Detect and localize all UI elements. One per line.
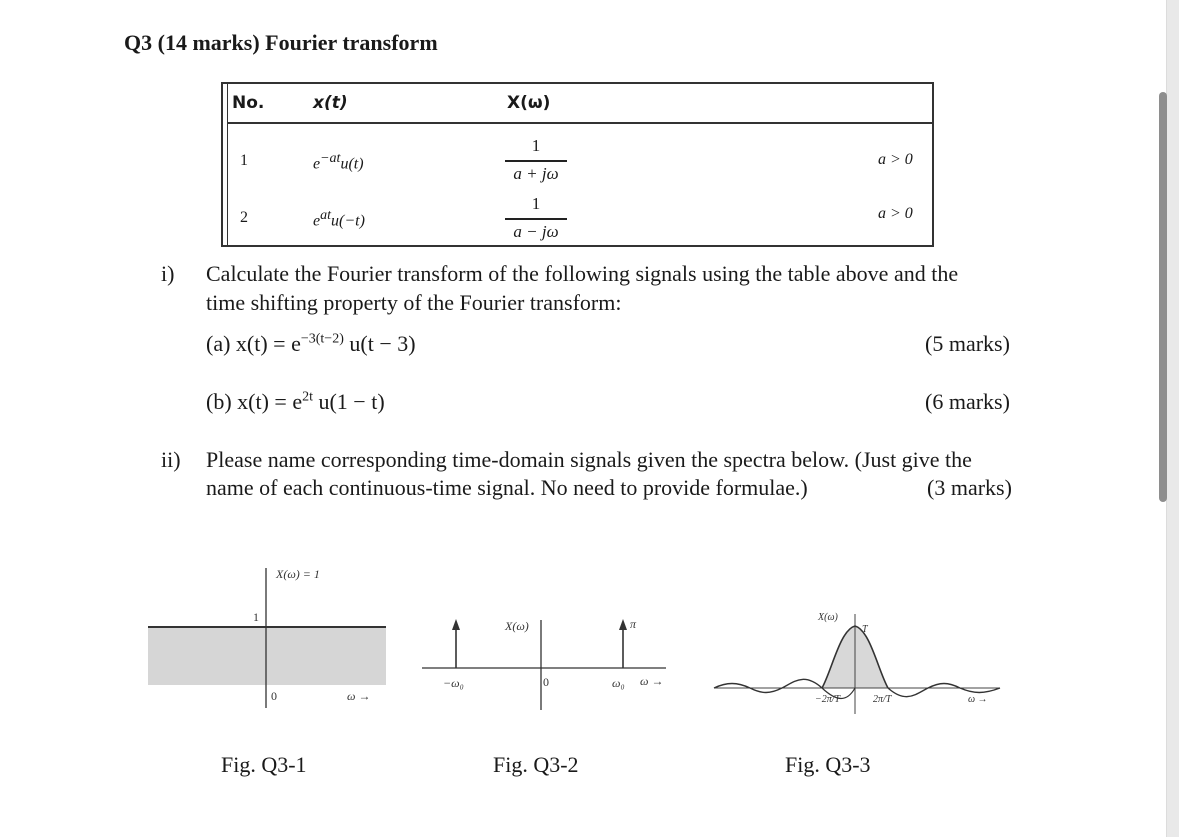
fig3-axis: ω → [968, 694, 988, 705]
question-title: Q3 (14 marks) Fourier transform [124, 30, 438, 55]
header-X: X(ω) [507, 93, 551, 113]
fig-q3-1-caption: Fig. Q3-1 [221, 752, 307, 777]
header-x: x(t) [313, 93, 348, 113]
fig2-pi: π [630, 617, 637, 631]
part-ii-line2: name of each continuous-time signal. No need to provide formulae.) [206, 475, 808, 500]
part-a-marks: (5 marks) [925, 331, 1010, 356]
fig1-ylabel: X(ω) = 1 [276, 567, 320, 581]
part-a-equation: (a) $x(t) = e^{-3(t-2)}$ u(t − 3) [206, 331, 416, 356]
row1-X: 1 a + jω [505, 136, 567, 184]
part-i-label: i) [161, 261, 175, 286]
row2-no: 2 [240, 209, 248, 226]
row2-x: $e^{at}u(-t)$ [313, 208, 365, 230]
fig1-level: 1 [253, 610, 259, 624]
part-ii-marks: (3 marks) [927, 475, 1012, 500]
row1-condition: a > 0 [878, 151, 913, 168]
header-no: No. [232, 93, 265, 113]
fig2-axis: ω → [640, 674, 664, 688]
fig-q3-2-caption: Fig. Q3-2 [493, 752, 579, 777]
fig2-pos-omega: ω₀ [612, 676, 625, 690]
row2-condition: a > 0 [878, 205, 913, 222]
fig3-peak: T [862, 624, 868, 635]
fig2-origin: 0 [543, 675, 549, 689]
row1-no: 1 [240, 152, 248, 169]
page-edge [1166, 0, 1179, 837]
part-ii-line1: Please name corresponding time-domain signals given the spectra below. (Just give the [206, 447, 972, 472]
fig-q3-3-caption: Fig. Q3-3 [785, 752, 871, 777]
fig3-neg-zero: −2π/T [815, 694, 841, 705]
fig2-neg-omega: −ω₀ [443, 676, 464, 690]
part-ii-label: ii) [161, 447, 181, 472]
vertical-scrollbar[interactable] [1159, 92, 1167, 502]
fig-q3-1-plot [140, 560, 400, 710]
part-b-equation: (b) $x(t) = e^{2t}$ u(1 − t) [206, 389, 385, 414]
fig3-pos-zero: 2π/T [873, 694, 892, 705]
part-i-line1: Calculate the Fourier transform of the following signals using the table above and the [206, 261, 959, 286]
part-b-marks: (6 marks) [925, 389, 1010, 414]
fig-q3-3-plot [712, 610, 1002, 720]
fig2-ylabel: X(ω) [505, 619, 529, 633]
fig3-ylabel: X(ω) [818, 612, 838, 623]
fourier-pairs-table [221, 82, 934, 247]
part-i-line2: time shifting property of the Fourier transform: [206, 290, 622, 315]
row1-x: $e^{-at}u(t)$ [313, 151, 364, 173]
row2-X: 1 a − jω [505, 194, 567, 242]
fig1-axis: ω → [347, 689, 371, 703]
fig1-origin: 0 [271, 689, 277, 703]
